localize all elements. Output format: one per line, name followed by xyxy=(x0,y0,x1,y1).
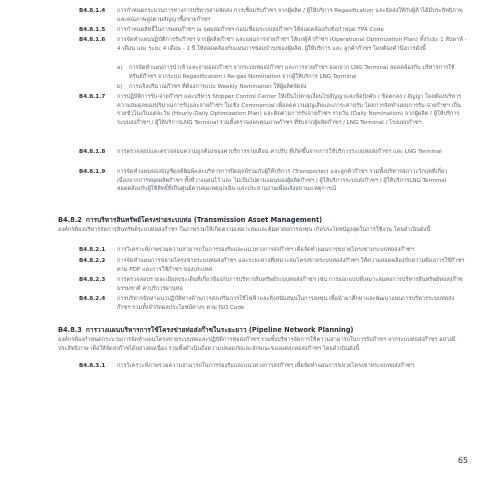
sub-item-text: การแจ้งปริมาณก๊าซฯ ที่ต้องการแบบ Weekly Nomination ให้ผู้ผลิตจัดส่ง xyxy=(129,84,307,90)
clause-b4-8-2-2 xyxy=(79,257,467,274)
clause-text: การวิเคราะห์ภาพรวมความสามารถในการรองรับและแนวทางการส่งก๊าซฯ เพื่อจัดทำแผนการขยายโครงข่ายระบบท่อส่งก๊าซฯ xyxy=(117,247,414,253)
clause-text: การบริหารจัดหาแนวปฏิบัติทางด้านการส่งเสริมการใช้ไฟฟ้าและสิ่งสนับสนุนในการลงทุน เพื่อนำมาศึกษาและพัฒนาแผนการบริหารระบบท่อส่งก๊าซฯ รวมทั้งจำกัดผลประโยชน์ต่างๆ ตาม ISO Code xyxy=(117,296,455,311)
clause-number: B4.8.1.5 xyxy=(79,27,106,33)
clause-text: การจัดทำแผนการขยายโครงข่ายระบบท่อส่งก๊าซฯ และระยะทางที่เหมาะสมโครงข่ายระบบท่อส่งก๊าซฯ ให้ความสอดคล้องกับความต้องการใช้ก๊าซฯ ตาม PDP และการใช้ก๊าซฯ ของประเทศ xyxy=(117,258,465,273)
sub-item-label: b) xyxy=(117,84,123,90)
clause-b4-8-1-9 xyxy=(79,168,467,203)
clause-b4-8-1-7 xyxy=(79,93,467,145)
section-intro: องค์กรต้องกำหนดกระบวนการจัดทำแผนโครงข่ายระบบท่อและปฏิบัติการท่อส่งก๊าซฯ รวมทั้งบริหารจัดการใช้ความสามารถในการรับก๊าซฯ จากระบบท่อส่งก๊าซฯ อย่างมีประสิทธิภาพ เพื่อให้จัดส่งก๊าซได้อย่างต่อเนื่อง รวมทั้งดำเนินถึงความปลอดภัยและลักษณะของแต่ละท่อส่งก๊าซฯ โดยดำเนินดังนี้ xyxy=(58,337,456,352)
clause-text: การวิเคราะห์ภาพรวมความสามารถในการรองรับและแนวทางการส่งก๊าซฯ เพื่อจัดทำแผนการขยายโครงข่ายระบบท่อส่งก๊าซฯ xyxy=(117,363,414,369)
section-heading-b4-8-3 xyxy=(58,324,353,335)
section-intro: องค์กรต้องบริหารจัดการสินทรัพย์ระบบท่อส่งก๊าซฯ ในภาพรวมให้เกิดความเหมาะสมและคุ้มค่าต่อการลงทุน เกิดประโยชน์สูงสุดในการใช้งาน โดยดำเนินดังนี้ xyxy=(58,227,431,233)
clause-number: B4.8.1.8 xyxy=(79,149,106,155)
clause-number: B4.8.1.6 xyxy=(79,37,106,43)
clause-text: การกำหนดกระบวนการทางการบริหารสายจัดส่ง การเชื่อมรับก๊าซฯ จากผู้ผลิต / ผู้ให้บริการ Regasification และจัดส่งให้กับผู้ค้าได้มีประสิทธิภาพและคุณภาพสูงตามสัญญาซื้อขายก๊าซฯ xyxy=(117,8,463,23)
clause-text: การตรวจสอบและตรวจสอบความถูกต้องของค่าบริการรายเดือน ค่าปรับ ที่เกิดขึ้นจากการใช้บริการระบบท่อส่งก๊าซฯ และ LNG Terminal xyxy=(117,149,442,155)
clause-b4-8-1-6 xyxy=(79,36,467,62)
clause-number: B4.8.3.1 xyxy=(79,363,106,369)
clause-text: การกำหนดสิทธิ์ในการผสมก๊าซฯ ณ จุดผสมก๊าซฯ ก่อนเชื่อมระบบส่งก๊าซฯ ให้สอดคล้องกับข้อกำหนด TPA Code xyxy=(117,27,384,33)
section-heading-b4-8-2 xyxy=(58,214,322,225)
clause-number: B4.8.1.7 xyxy=(79,94,106,100)
clause-number: B4.8.1.4 xyxy=(79,8,106,14)
clause-b4-8-2-1 xyxy=(79,246,467,255)
section-title: การบริหารสินทรัพย์โครงข่ายระบบท่อ (Transmission Asset Management) xyxy=(85,216,323,224)
clause-number: B4.8.2.4 xyxy=(79,296,106,302)
clause-text: การจัดทำแผนปฏิบัติการรับก๊าซฯ จากผู้ผลิตก๊าซฯ และแผนการจ่ายก๊าซฯ ให้แก่ผู้ค้าก๊าซฯ (Operational Optimization Plan) ทั้งระยะ 1 สัปดาห์ - 4 เดือน และ ระยะ 4 เดือน - 1 ปี ให้สอดคล้องกับแผนการซ่อมบำรุงของผู้ผลิต, ผู้ให้บริการ และ ลูกค้าก๊าซฯ โดยต้องคำนึงการดังนี้ xyxy=(117,37,467,52)
clause-number: B4.8.2.2 xyxy=(79,258,106,264)
clause-b4-8-2-3 xyxy=(79,276,467,293)
section-title: การวางแผนบริหารการใช้โครงข่ายท่อส่งก๊าซในระยะยาว (Pipeline Network Planning) xyxy=(85,326,354,334)
clause-text: การจัดทำแผนของบัญชีดุลย์พิมพ์และบริหารการปิดดุลย์ร่วมกับผู้ให้บริการ (Transporter) และลูกค้าก๊าซฯ รวมทั้งบริหารสภาวะวิกฤตที่เกี่ยวเนื่องจากการหยุดผลิตก๊าซฯ ทั้งที่วางแผนไว้ และ ไม่เป็นไปตามแผนของผู้ผลิตก๊าซฯ / ผู้ให้บริการระบบส่งก๊าซฯ / ผู้ให้บริการLNG Terminal สอดคล้องกับผู้ใช้สิทธิ์ที่เป็นศูนย์ควบคุมเหตุฉุกเฉิน และประสานงานเพื่อแจ้งสถานะเหตุการณ์ xyxy=(117,169,448,193)
section-number: B4.8.2 xyxy=(58,216,82,224)
section-number: B4.8.3 xyxy=(58,326,82,334)
sub-item-b xyxy=(117,83,467,92)
clause-number: B4.8.2.3 xyxy=(79,277,106,283)
sub-item-text: การจัดทำแผนการนำเข้าและจ่ายออกก๊าซฯ จากระบบท่อส่งก๊าซฯ และการจ่ายก๊าซฯ ออกจาก LNG Terminal สอดคล้องกับ บริหารการใช้ทรัพย์ก๊าซฯ จากระบบ Regasification / Re-gas Nomination จากผู้ให้บริการ LNG Terminal xyxy=(129,65,455,80)
clause-text: การปฏิบัติการรับ-จ่ายก๊าซฯ และบริหาร Shipper Control Center ให้เป็นไปตามเงื่อนไขสัญญาและข้อบังคับ / ข้อตกลง / สัญญา โดยต้องบริหารความสมดุลของปริมาณการรับและจ่ายก๊าซฯ ในเชิง Commercial เพื่อลดความสูญเสียและภาระค่าปรับ โดยการจัดทำแผนการรับ-จ่ายก๊าซฯ เป็นรายชั่วโมงในแต่ละวัน (Hourly-Daily Optimization Plan) และติดตามการรับจ่ายก๊าซฯ รายวัน (Daily Nomination) จากผู้ผลิต / ผู้ให้บริการระบบส่งก๊าซฯ / ผู้ให้บริการLNG Terminal รวมทั้งตรวจสอบคุณภาพก๊าซฯ ที่รับจากผู้ผลิตก๊าซฯ / LNG Terminal / โรงแยกก๊าซฯ xyxy=(117,94,462,126)
page-number: 65 xyxy=(457,456,468,465)
clause-text: การตรวจสอบรายละเอียดประเด็นที่เกี่ยวข้องกับการบริหารสินทรัพย์ระบบท่อส่งก๊าซฯ เช่น การออกแบบที่เหมาะสมต่อการบริหารสินทรัพย์ท่อส่งก๊าซธรรมชาติ ค่าบริการผ่านท่อ xyxy=(117,277,463,292)
clause-b4-8-1-8 xyxy=(79,148,467,165)
clause-b4-8-1-5 xyxy=(79,26,467,35)
clause-b4-8-2-4 xyxy=(79,295,467,312)
sub-item-a xyxy=(117,64,467,81)
clause-b4-8-1-4 xyxy=(79,7,467,24)
clause-number: B4.8.1.9 xyxy=(79,169,106,175)
clause-number: B4.8.2.1 xyxy=(79,247,106,253)
clause-b4-8-3-1 xyxy=(79,362,467,371)
sub-item-label: a) xyxy=(117,65,123,71)
